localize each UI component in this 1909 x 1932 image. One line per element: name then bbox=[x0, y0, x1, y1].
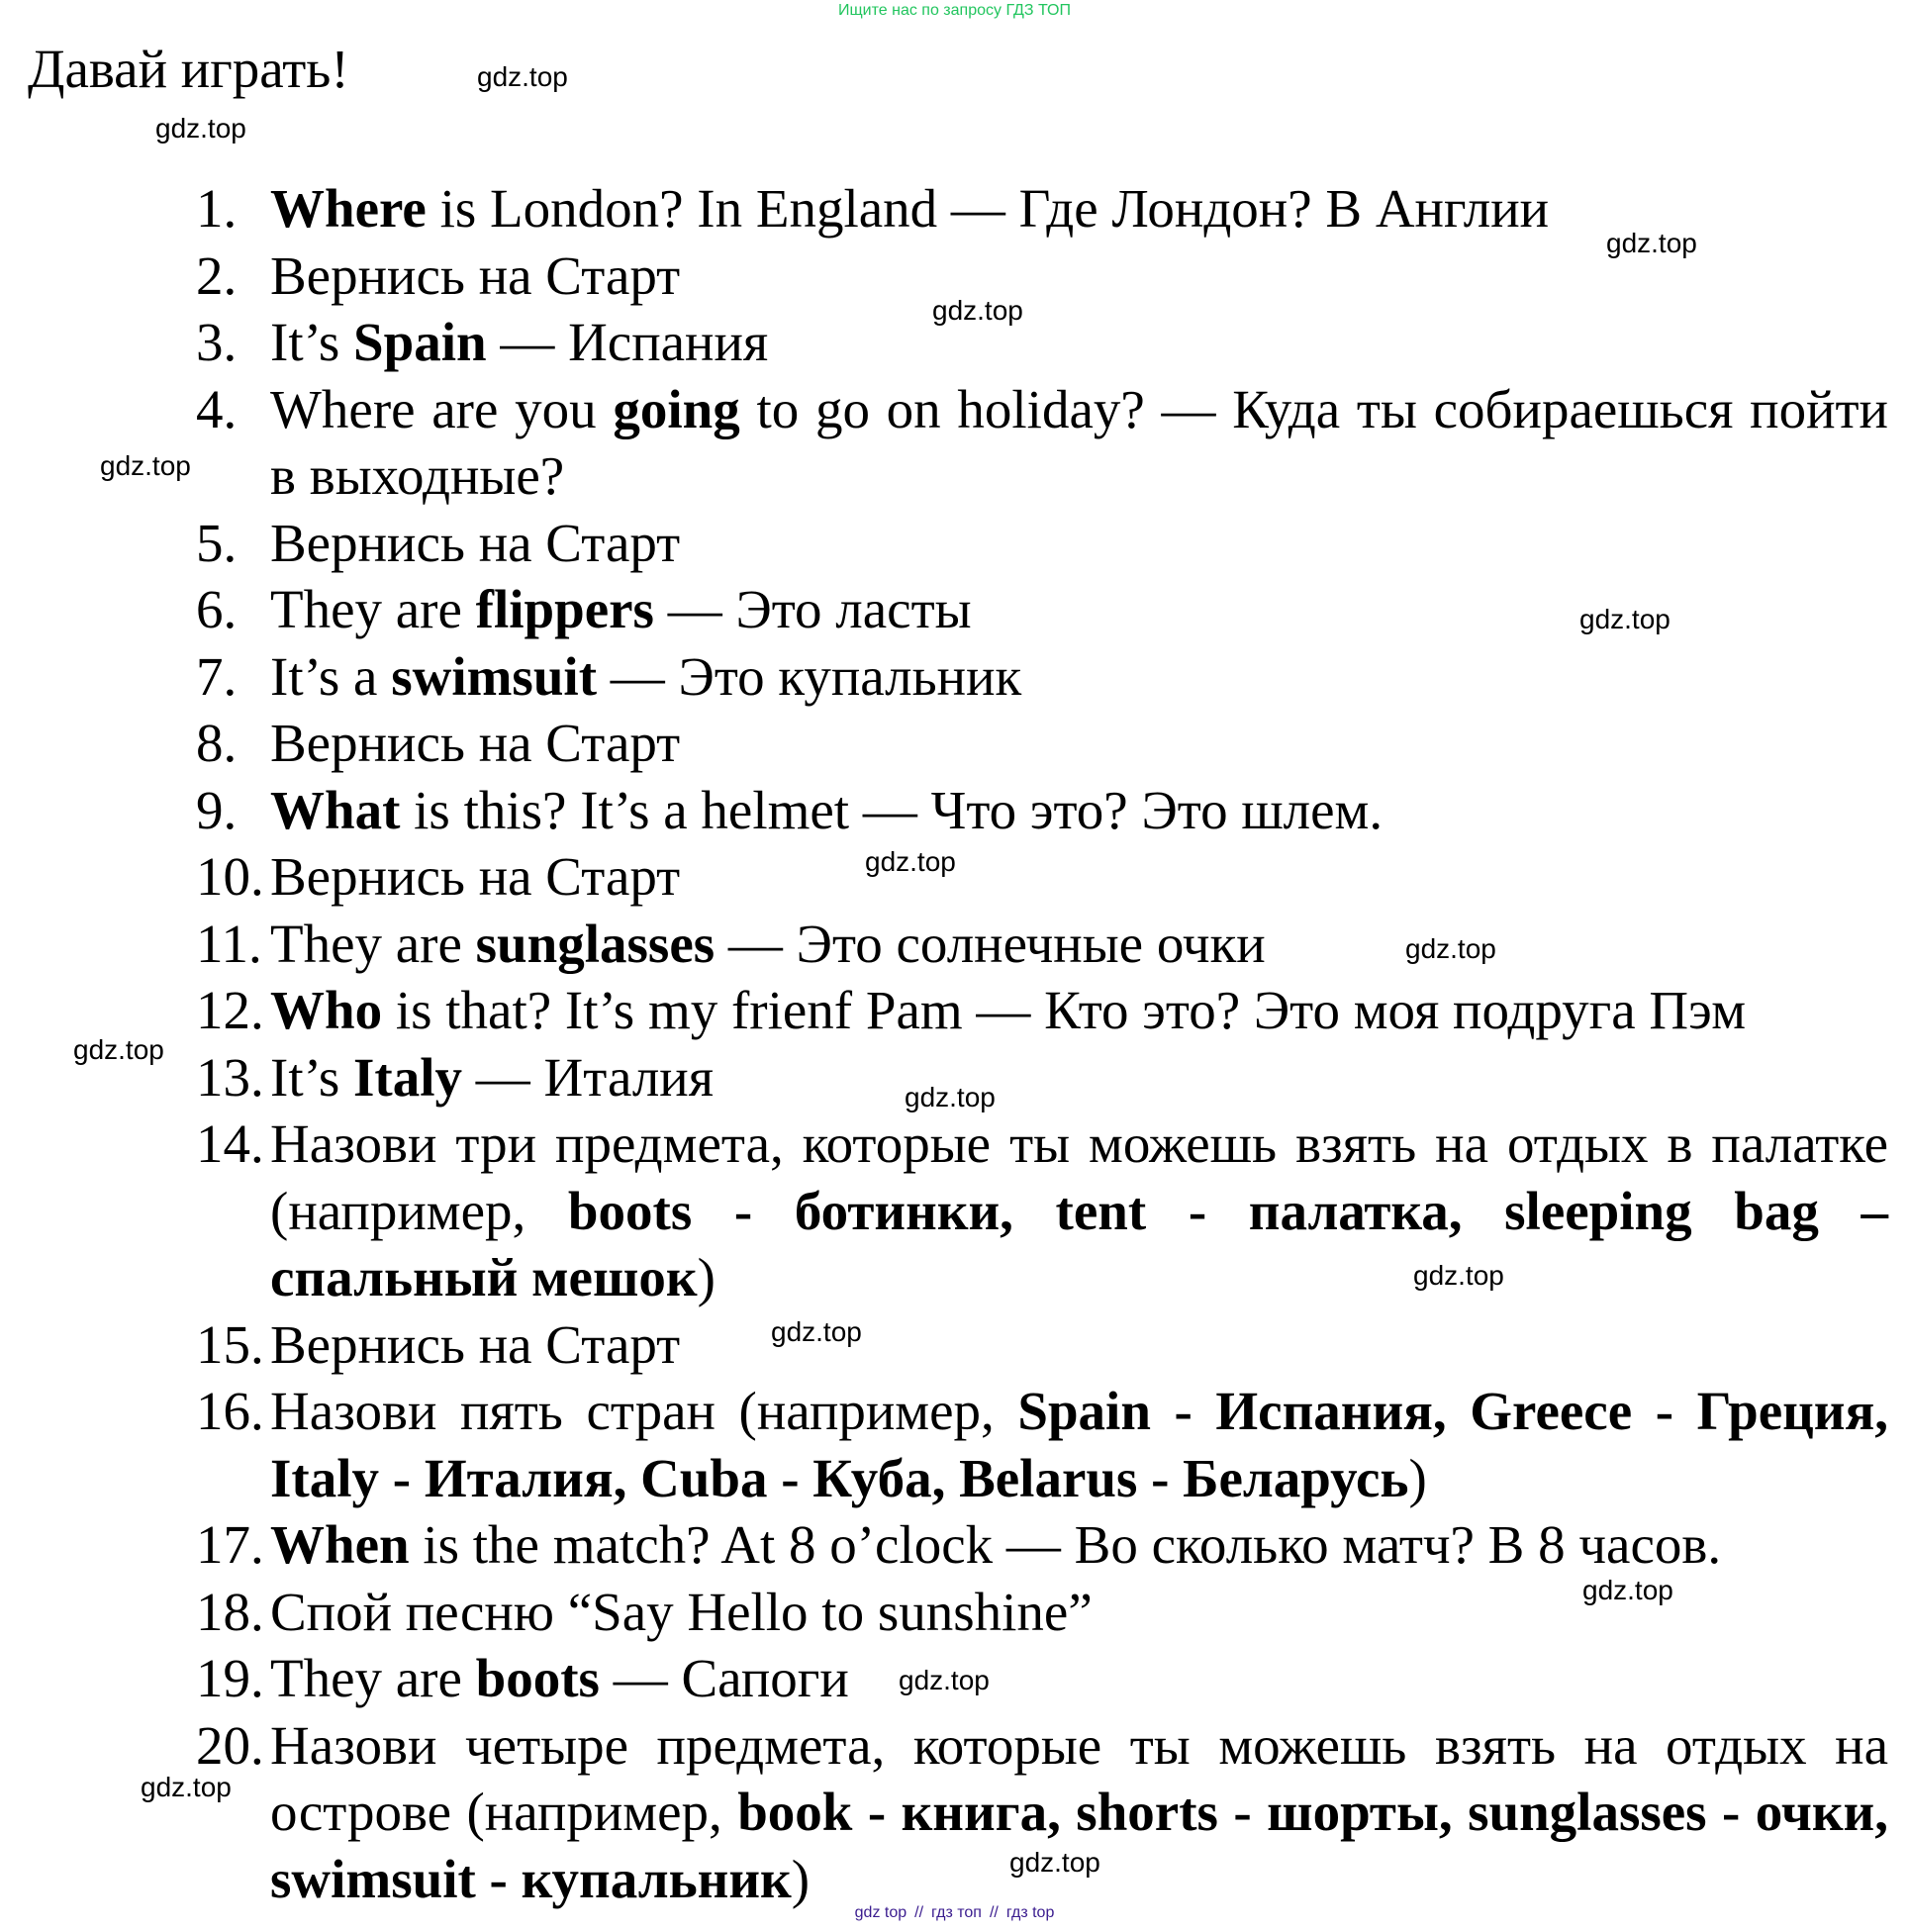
item-number: 16. bbox=[196, 1381, 264, 1441]
item-keyword: Who bbox=[270, 980, 383, 1040]
item-number: 14. bbox=[196, 1113, 264, 1174]
list-item bbox=[196, 1645, 1888, 1712]
watermark: gdz.top bbox=[1009, 1847, 1100, 1878]
item-keyword: What bbox=[270, 779, 401, 840]
item-text-segment: is London? In England — Где Лондон? В Англии bbox=[426, 178, 1550, 239]
list-item bbox=[196, 1511, 1888, 1579]
item-text-segment: ) bbox=[697, 1247, 716, 1307]
item-number: 11. bbox=[196, 913, 262, 974]
watermark: gdz.top bbox=[73, 1034, 164, 1065]
list-item bbox=[196, 843, 1888, 911]
item-text-segment: Вернись на Старт bbox=[270, 244, 681, 306]
footer-link-gdz-top-mixed[interactable]: гдз top bbox=[1005, 1904, 1055, 1921]
list-item bbox=[196, 1378, 1888, 1511]
watermark: gdz.top bbox=[477, 61, 568, 92]
item-text bbox=[270, 376, 1888, 510]
list-item bbox=[196, 710, 1888, 777]
item-number: 17. bbox=[196, 1514, 264, 1575]
item-text-segment: ) bbox=[791, 1848, 811, 1909]
item-number: 5. bbox=[196, 512, 238, 573]
item-text bbox=[270, 1311, 1888, 1379]
item-number: 3. bbox=[196, 312, 238, 372]
item-keyword: boots bbox=[475, 1648, 600, 1708]
item-keyword: sunglasses bbox=[475, 913, 716, 974]
watermark: gdz.top bbox=[1606, 228, 1697, 258]
watermark: gdz.top bbox=[905, 1082, 996, 1112]
item-keyword: When bbox=[270, 1514, 410, 1575]
item-text bbox=[270, 1378, 1888, 1511]
item-text-segment: Назови четыре предмета, которые ты можешь взять на отдых на острове (например, bbox=[270, 1714, 1888, 1842]
watermark: gdz.top bbox=[1413, 1260, 1504, 1291]
item-text-segment: — Италия bbox=[462, 1046, 715, 1108]
item-text-segment: Where are you bbox=[270, 378, 614, 439]
item-keyword: Italy bbox=[353, 1046, 463, 1108]
item-text-segment: They are bbox=[270, 1648, 476, 1708]
watermark: gdz.top bbox=[1579, 604, 1670, 634]
list-item bbox=[196, 309, 1888, 376]
watermark: gdz.top bbox=[932, 295, 1023, 326]
list-item bbox=[196, 1311, 1888, 1379]
item-text-segment: They are bbox=[270, 579, 476, 639]
page-title: Давай играть! bbox=[28, 39, 349, 99]
footer bbox=[0, 1904, 1909, 1922]
item-text bbox=[270, 1645, 1888, 1712]
numbered-list bbox=[196, 175, 1888, 1912]
item-text bbox=[270, 309, 1888, 376]
item-text bbox=[270, 510, 1888, 577]
item-number: 15. bbox=[196, 1313, 264, 1375]
list-item bbox=[196, 1044, 1888, 1111]
item-text-segment: is this? It’s a helmet — Что это? Это шлем. bbox=[400, 779, 1384, 840]
item-text-segment: It’s bbox=[270, 1046, 354, 1108]
item-keyword: Spain bbox=[353, 312, 487, 372]
item-number: 19. bbox=[196, 1648, 264, 1708]
item-number: 20. bbox=[196, 1714, 264, 1776]
item-text-segment: It’s bbox=[270, 312, 354, 372]
item-text bbox=[270, 777, 1888, 844]
item-text-segment: — Испания bbox=[486, 312, 769, 372]
item-keyword: swimsuit bbox=[391, 645, 598, 707]
list-item bbox=[196, 376, 1888, 510]
item-keyword: Spain - Испания, Greece - Греция, Italy - Италия, Cuba - Куба, Belarus - Беларусь bbox=[270, 1381, 1889, 1508]
item-number: 10. bbox=[196, 846, 264, 907]
item-text bbox=[270, 710, 1888, 777]
item-keyword: book - книга, shorts - шорты, sunglasses - очки, swimsuit - купальник bbox=[270, 1782, 1888, 1909]
item-text-segment: Вернись на Старт bbox=[270, 1313, 681, 1375]
item-text bbox=[270, 911, 1888, 978]
list-item bbox=[196, 1111, 1888, 1311]
item-text-segment: It’s a bbox=[270, 645, 392, 707]
watermark: gdz.top bbox=[865, 846, 956, 877]
item-text-segment: Вернись на Старт bbox=[270, 846, 681, 907]
item-text-segment: ) bbox=[1408, 1447, 1427, 1508]
item-number: 13. bbox=[196, 1046, 264, 1108]
item-number: 1. bbox=[196, 178, 238, 239]
watermark: gdz.top bbox=[771, 1316, 862, 1347]
item-number: 9. bbox=[196, 779, 238, 840]
list-item bbox=[196, 977, 1888, 1044]
list-item bbox=[196, 643, 1888, 711]
item-text bbox=[270, 1712, 1888, 1913]
item-text bbox=[270, 1111, 1888, 1311]
item-number: 12. bbox=[196, 980, 264, 1040]
item-text-segment: is that? It’s my frienf Pam — Кто это? Это моя подруга Пэм bbox=[382, 980, 1747, 1040]
item-text-segment: Назови пять стран (например, bbox=[270, 1381, 1018, 1441]
list-item bbox=[196, 777, 1888, 844]
list-item bbox=[196, 1712, 1888, 1913]
item-keyword: boots - ботинки, tent - палатка, sleeping bag – спальный мешок bbox=[270, 1180, 1888, 1307]
item-keyword: Where bbox=[270, 178, 427, 239]
watermark: gdz.top bbox=[100, 450, 191, 481]
footer-separator: // bbox=[914, 1904, 924, 1921]
item-text-segment: They are bbox=[270, 913, 476, 974]
item-text-segment: to go on holiday? — Куда ты собираешься пойти в выходные? bbox=[270, 378, 1888, 506]
item-keyword: flippers bbox=[475, 579, 654, 639]
item-text bbox=[270, 1511, 1888, 1579]
watermark: gdz.top bbox=[1405, 933, 1496, 964]
list-item bbox=[196, 510, 1888, 577]
item-text bbox=[270, 1044, 1888, 1111]
top-banner: Ищите нас по запросу ГДЗ ТОП bbox=[838, 2, 1071, 19]
watermark: gdz.top bbox=[141, 1772, 232, 1802]
list-item bbox=[196, 911, 1888, 978]
item-text-segment: Назови три предмета, которые ты можешь взять на отдых в палатке (например, bbox=[270, 1113, 1888, 1241]
item-number: 18. bbox=[196, 1581, 264, 1642]
item-text-segment: is the match? At 8 o’clock — Во сколько матч? В 8 часов. bbox=[409, 1514, 1722, 1575]
item-text bbox=[270, 843, 1888, 911]
item-text-segment: — Это ласты bbox=[653, 579, 972, 639]
item-text-segment: Спой песню “Say Hello to sunshine” bbox=[270, 1581, 1093, 1642]
item-text-segment: Вернись на Старт bbox=[270, 512, 681, 573]
watermark: gdz.top bbox=[899, 1665, 990, 1695]
footer-link-gdz-top-ru[interactable]: гдз топ bbox=[931, 1904, 982, 1921]
item-text bbox=[270, 643, 1888, 711]
item-keyword: going bbox=[613, 378, 740, 439]
item-number: 8. bbox=[196, 713, 238, 773]
item-text-segment: — Это солнечные очки bbox=[715, 913, 1266, 974]
item-number: 4. bbox=[196, 378, 238, 439]
item-text-segment: Вернись на Старт bbox=[270, 713, 681, 773]
item-number: 7. bbox=[196, 645, 238, 707]
footer-link-gdz-top[interactable]: gdz top bbox=[854, 1904, 907, 1921]
watermark: gdz.top bbox=[1582, 1575, 1673, 1605]
footer-separator: // bbox=[989, 1904, 999, 1921]
item-text-segment: — Это купальник bbox=[597, 645, 1022, 707]
item-number: 6. bbox=[196, 579, 238, 639]
watermark: gdz.top bbox=[155, 113, 246, 144]
item-number: 2. bbox=[196, 244, 238, 306]
item-text-segment: — Сапоги bbox=[599, 1648, 849, 1708]
item-text bbox=[270, 977, 1888, 1044]
